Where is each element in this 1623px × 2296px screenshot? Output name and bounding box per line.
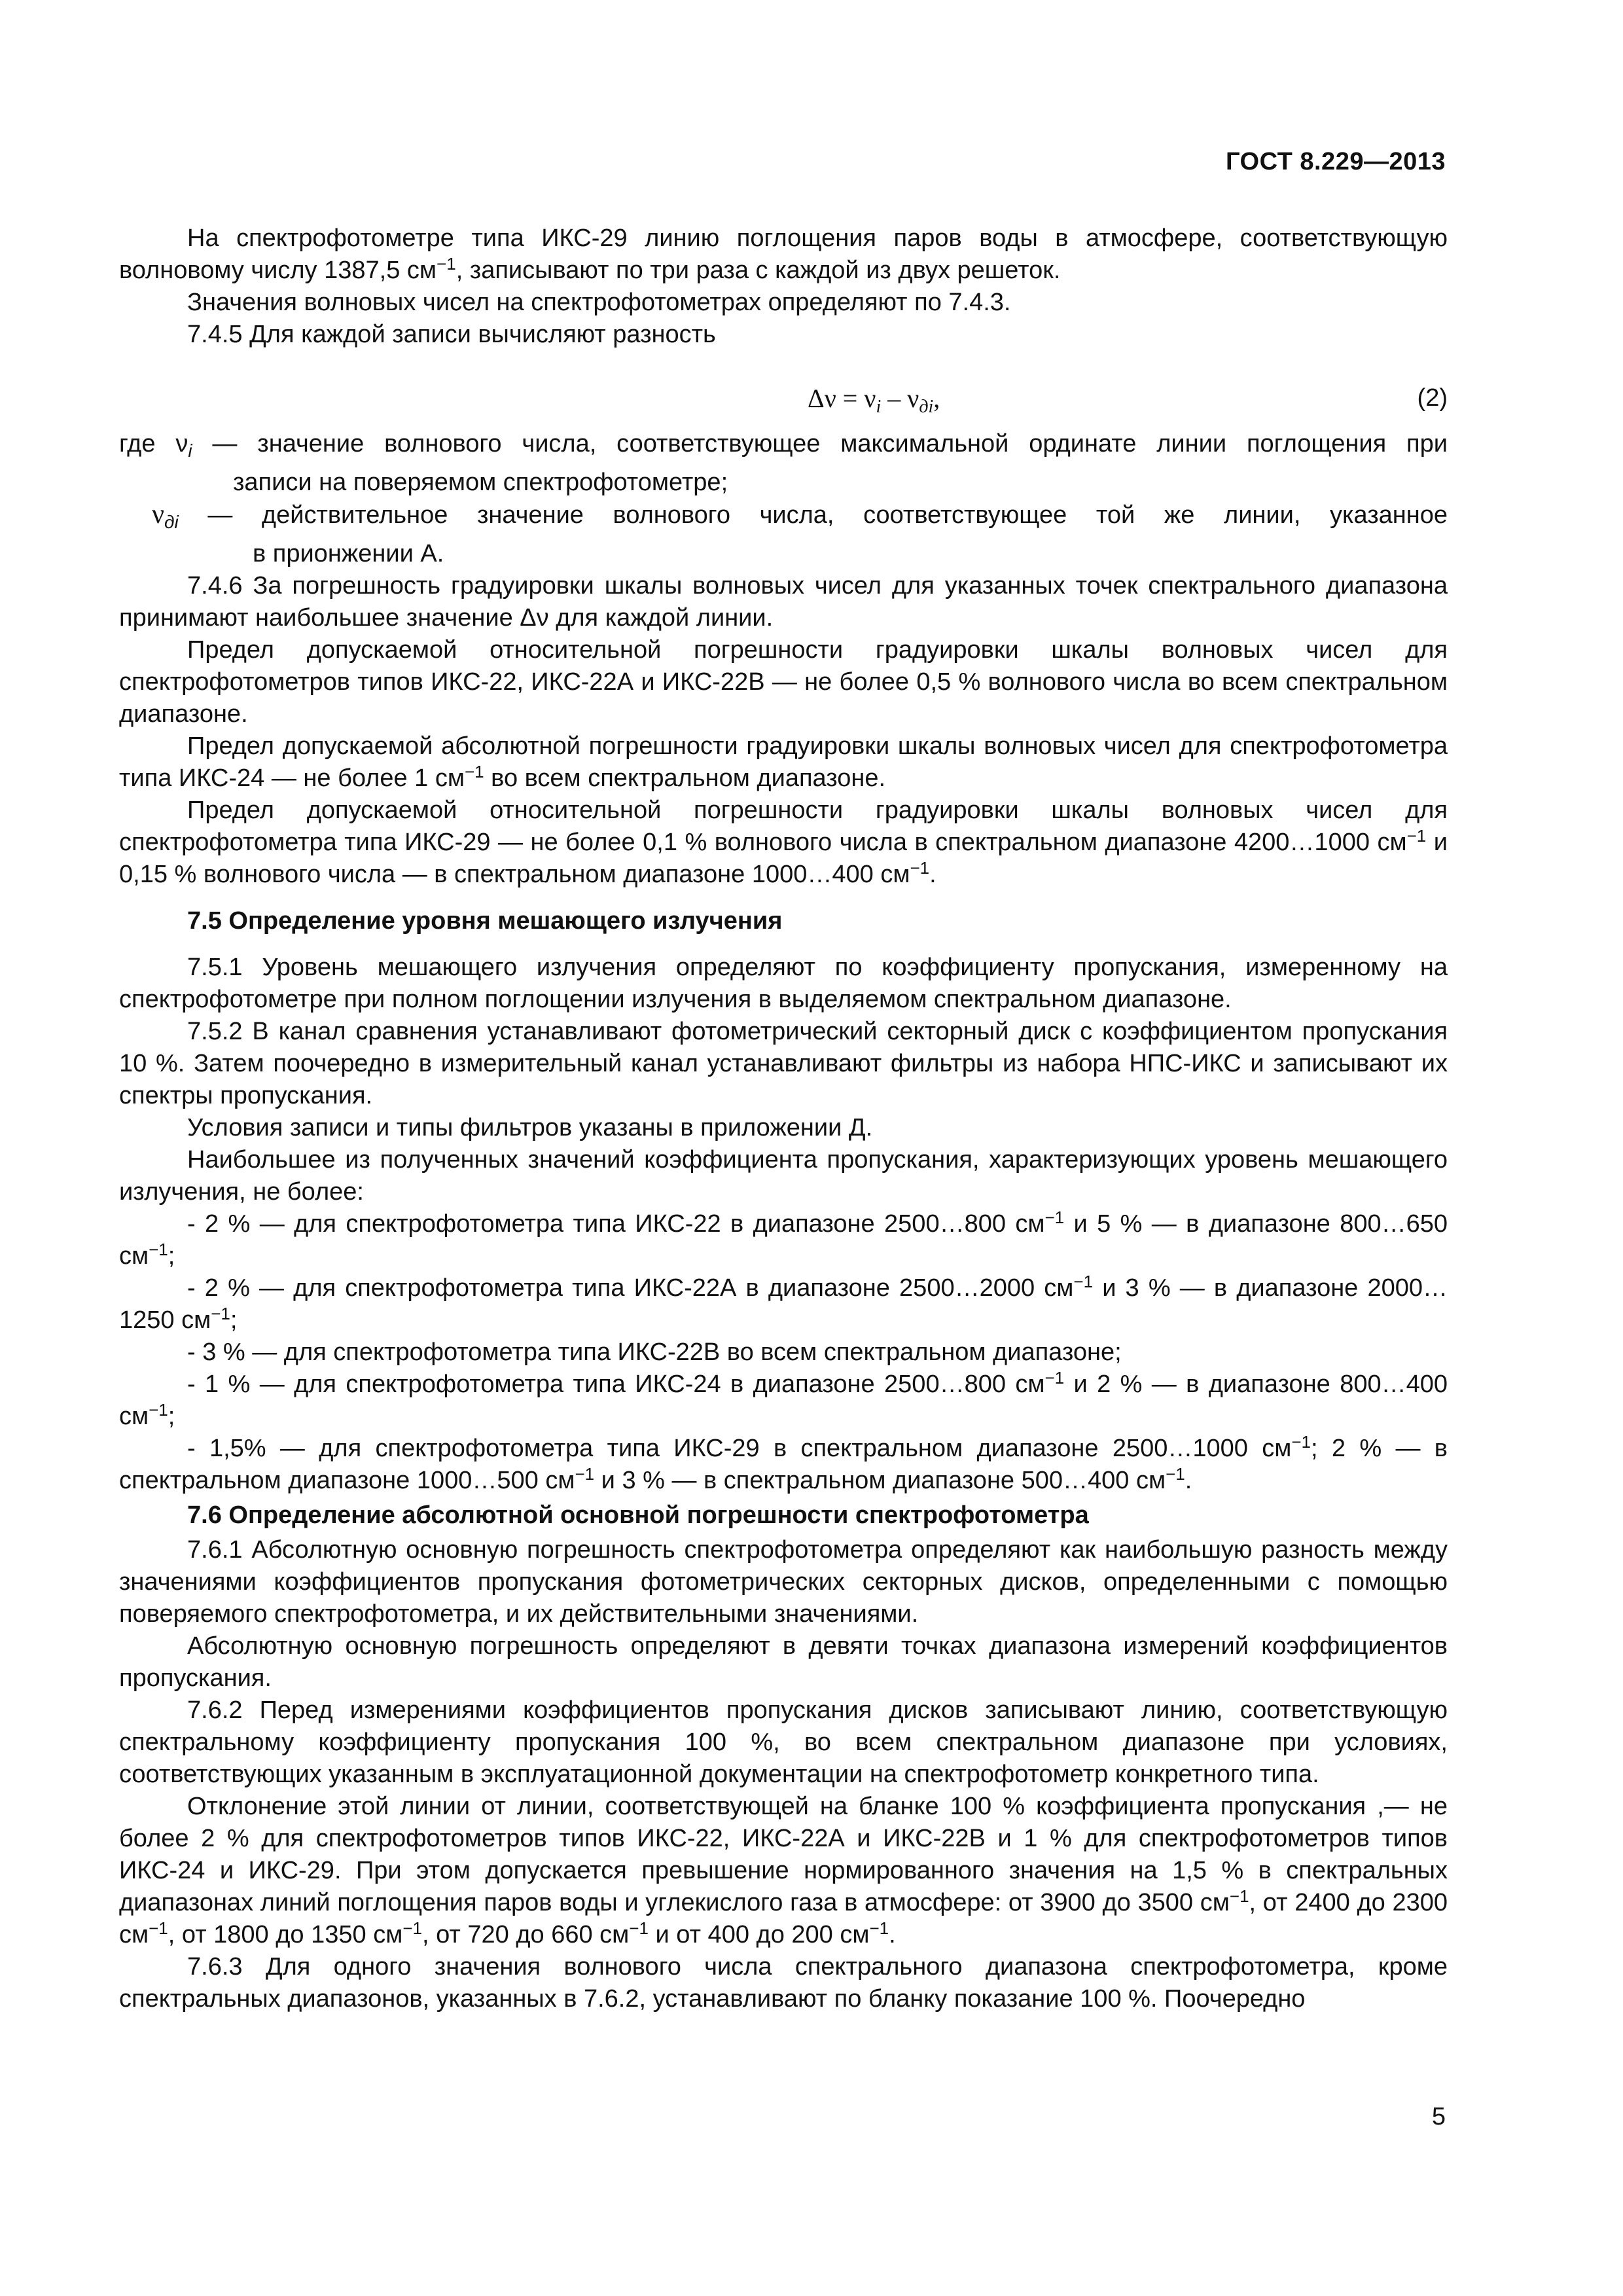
paragraph-limit-iks29: Предел допускаемой относительной погрешности градуировки шкалы волновых чисел для спектрофотометра типа ИКС-29 — не более 0,1 % волнового числа в спектральном диапазоне 4200…1000 $см^{-1}$ и 0,15 % волнового числа — в спектральном диапазоне 1000…400 $см^{-1}$. — [119, 797, 1448, 888]
section-heading-7-5: 7.5 Определение уровня мешающего излучения — [187, 907, 783, 935]
section-heading-7-6: 7.6 Определение абсолютной основной погрешности спектрофотометра — [187, 1501, 1089, 1529]
paragraph-1: На спектрофотометре типа ИКС-29 линию поглощения паров воды в атмосфере, соответствующую волновому числу 1387,5 $см^{-1}$, записывают по три раза с каждой из двух решеток. — [119, 224, 1448, 284]
formula-number: (2) — [1417, 384, 1448, 412]
list-item-iks24: - 1 % — для спектрофотометра типа ИКС-24 в диапазоне 2500…800 $см^{-1}$ и 2 % — в диапазоне 800…400 $см^{-1}$; — [119, 1368, 1448, 1430]
definition-vdi: $\nu_{дi}$ — действительное значение волнового числа, соответствующее той же линии, указанное в прионжении А. — [152, 499, 1448, 567]
list-item-iks22b: - 3 % — для спектрофотометра типа ИКС-22В во всем спектральном диапазоне; — [187, 1338, 1122, 1366]
formula-2 — [119, 376, 1448, 424]
paragraph-limit-iks22: Предел допускаемой относительной погрешности градуировки шкалы волновых чисел для спектрофотометров типов ИКС-22, ИКС-22А и ИКС-22В — не более 0,5 % волнового числа во всем спектральном диапазоне. — [119, 636, 1448, 728]
paragraph-761: 7.6.1 Абсолютную основную погрешность спектрофотометра определяют как наибольшую разность между значениями коэффициентов пропускания фотометрических секторных дисков, определенными с помощью поверяемого спектрофотометра, и их действительными значениями. — [119, 1536, 1448, 1628]
paragraph-max-values: Наибольшее из полученных значений коэффициента пропускания, характеризующих уровень мешающего излучения, не более: — [119, 1146, 1448, 1206]
paragraph-nine-points: Абсолютную основную погрешность определяют в девяти точках диапазона измерений коэффициентов пропускания. — [119, 1632, 1448, 1692]
paragraph-762: 7.6.2 Перед измерениями коэффициентов пропускания дисков записывают линию, соответствующую спектральному коэффициенту пропускания 100 %, во всем спектральном диапазоне при условиях, соответствующих указанным в эксплуатационной документации на спектрофотометр конкретного типа. — [119, 1696, 1448, 1788]
formula-expression: $\Delta\nu = \nu_i - \nu_{дi}$, — [808, 384, 940, 417]
paragraph-deviation: Отклонение этой линии от линии, соответствующей на бланке 100 % коэффициента пропускания ,— не более 2 % для спектрофотометров типов ИКС-22, ИКС-22А и ИКС-22В и 1 % для спектрофотометров типов ИКС-24 и ИКС-29. При этом допускается превышение нормированного значения на 1,5 % в спектральных диапазонах линий поглощения паров воды и углекислого газа в атмосфере: от 3900 до 3500 $см^{-1}$, от 2400 до 2300 $см^{-1}$, от 1800 до 1350 $см^{-1}$, от 720 до 660 $см^{-1}$ и от 400 до 200 $см^{-1}$. — [119, 1793, 1448, 1948]
paragraph-751: 7.5.1 Уровень мешающего излучения определяют по коэффициенту пропускания, измеренному на спектрофотометре при полном поглощении излучения в выделяемом спектральном диапазоне. — [119, 954, 1448, 1013]
page-body — [119, 223, 1448, 2015]
paragraph-2: Значения волновых чисел на спектрофотометрах определяют по 7.4.3. — [187, 289, 1011, 316]
paragraph-limit-iks24: Предел допускаемой абсолютной погрешности градуировки шкалы волновых чисел для спектрофотометра типа ИКС-24 — не более 1 $см^{-1}$ во всем спектральном диапазоне. — [119, 732, 1448, 792]
definition-vi: где $\nu_i$ — значение волнового числа, соответствующее максимальной ординате линии поглощения при записи на поверяемом спектрофотометре; — [119, 430, 1448, 496]
list-item-iks22: - 2 % — для спектрофотометра типа ИКС-22 в диапазоне 2500…800 $см^{-1}$ и 5 % — в диапазоне 800…650 $см^{-1}$; — [119, 1208, 1448, 1270]
paragraph-752: 7.5.2 В канал сравнения устанавливают фотометрический секторный диск с коэффициентом пропускания 10 %. Затем поочередно в измерительный канал устанавливают фильтры из набора НПС-ИКС и записывают их спектры пропускания. — [119, 1018, 1448, 1109]
page-number: 5 — [1431, 2103, 1446, 2130]
paragraph-746: 7.4.6 За погрешность градуировки шкалы волновых чисел для указанных точек спектрального диапазона принимают наибольшее значение Δν для каждой линии. — [119, 572, 1448, 632]
paragraph-conditions: Условия записи и типы фильтров указаны в приложении Д. — [187, 1114, 873, 1141]
document-code-header: ГОСТ 8.229—2013 — [1226, 148, 1446, 175]
list-item-iks22a: - 2 % — для спектрофотометра типа ИКС-22А в диапазоне 2500…2000 $см^{-1}$ и 3 % — в диапазоне 2000…1250 $см^{-1}$; — [119, 1272, 1448, 1334]
paragraph-745: 7.4.5 Для каждой записи вычисляют разность — [187, 321, 716, 348]
formula-definitions — [119, 428, 1448, 570]
list-item-iks29: - 1,5% — для спектрофотометра типа ИКС-29 в спектральном диапазоне 2500…1000 $см^{-1}$; 2 % — в спектральном диапазоне 1000…500 $см^{-1}$ и 3 % — в спектральном диапазоне 500…400 $см^{-1}$. — [119, 1432, 1448, 1494]
superscript-minus-one: −1 — [437, 254, 456, 274]
paragraph-763: 7.6.3 Для одного значения волнового числа спектрального диапазона спектрофотометра, кроме спектральных диапазонов, указанных в 7.6.2, устанавливают по бланку показание 100 %. Поочередно — [119, 1953, 1448, 2013]
